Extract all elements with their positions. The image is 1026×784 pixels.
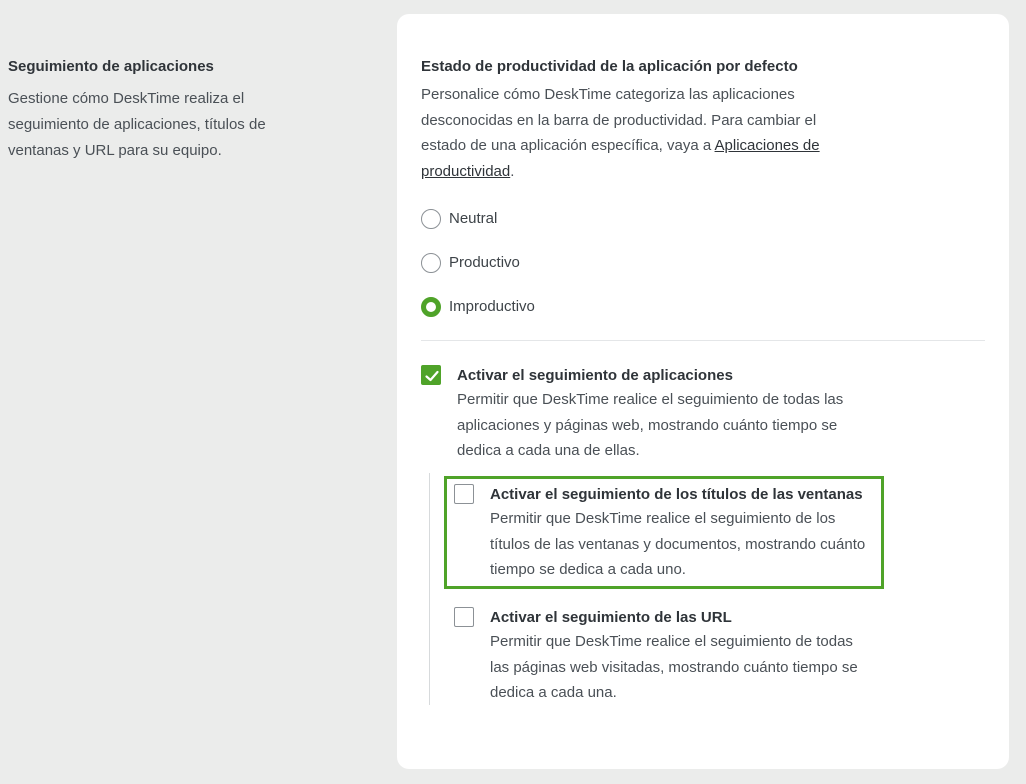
radio-label: Productivo [449, 254, 520, 271]
url-tracking-text [490, 607, 874, 706]
section-description: Gestione cómo DeskTime realiza el seguimiento de aplicaciones, títulos de ventanas y URL para su equipo. [8, 90, 266, 159]
url-tracking-option [454, 607, 874, 706]
radio-option-improductivo[interactable] [421, 296, 535, 318]
radio-button-selected[interactable] [421, 297, 441, 317]
divider [421, 340, 985, 341]
radio-option-neutral[interactable] [421, 208, 497, 230]
app-tracking-checkbox[interactable] [421, 365, 441, 385]
default-status-title: Estado de productividad de la aplicación por defecto [421, 58, 798, 75]
window-titles-text [490, 484, 874, 583]
window-titles-title: Activar el seguimiento de los títulos de las ventanas [490, 486, 863, 503]
window-titles-option [454, 484, 874, 583]
settings-card [397, 14, 1009, 769]
section-title: Seguimiento de aplicaciones [8, 58, 214, 75]
url-tracking-description: Permitir que DeskTime realice el seguimiento de todas las páginas web visitadas, mostrando cuánto tiempo se dedica a cada una. [490, 633, 858, 701]
nested-options-line [429, 473, 430, 705]
default-status-desc-end: . [510, 162, 515, 180]
url-tracking-checkbox[interactable] [454, 607, 474, 627]
radio-button[interactable] [421, 209, 441, 229]
app-tracking-option [421, 365, 861, 464]
productivity-apps-link[interactable]: Aplicaciones de productividad [421, 137, 820, 180]
radio-option-productivo[interactable] [421, 252, 520, 274]
app-tracking-description: Permitir que DeskTime realice el seguimiento de todas las aplicaciones y páginas web, mostrando cuánto tiempo se dedica a cada una de ellas. [457, 391, 844, 459]
checkmark-icon [424, 368, 440, 384]
radio-label: Improductivo [449, 298, 535, 315]
url-tracking-title: Activar el seguimiento de las URL [490, 609, 732, 626]
section-intro [8, 56, 298, 164]
radio-label: Neutral [449, 210, 498, 227]
app-tracking-title: Activar el seguimiento de aplicaciones [457, 367, 733, 384]
radio-button[interactable] [421, 253, 441, 273]
app-tracking-text [457, 365, 861, 464]
default-status-description [421, 82, 831, 184]
default-status-desc-text: Personalice cómo DeskTime categoriza las aplicaciones desconocidas en la barra de productividad. Para cambiar el estado de una aplicación específica, vaya a [421, 86, 817, 154]
window-titles-description: Permitir que DeskTime realice el seguimiento de los títulos de las ventanas y documentos, mostrando cuánto tiempo se dedica a cada uno. [490, 510, 866, 578]
window-titles-checkbox[interactable] [454, 484, 474, 504]
